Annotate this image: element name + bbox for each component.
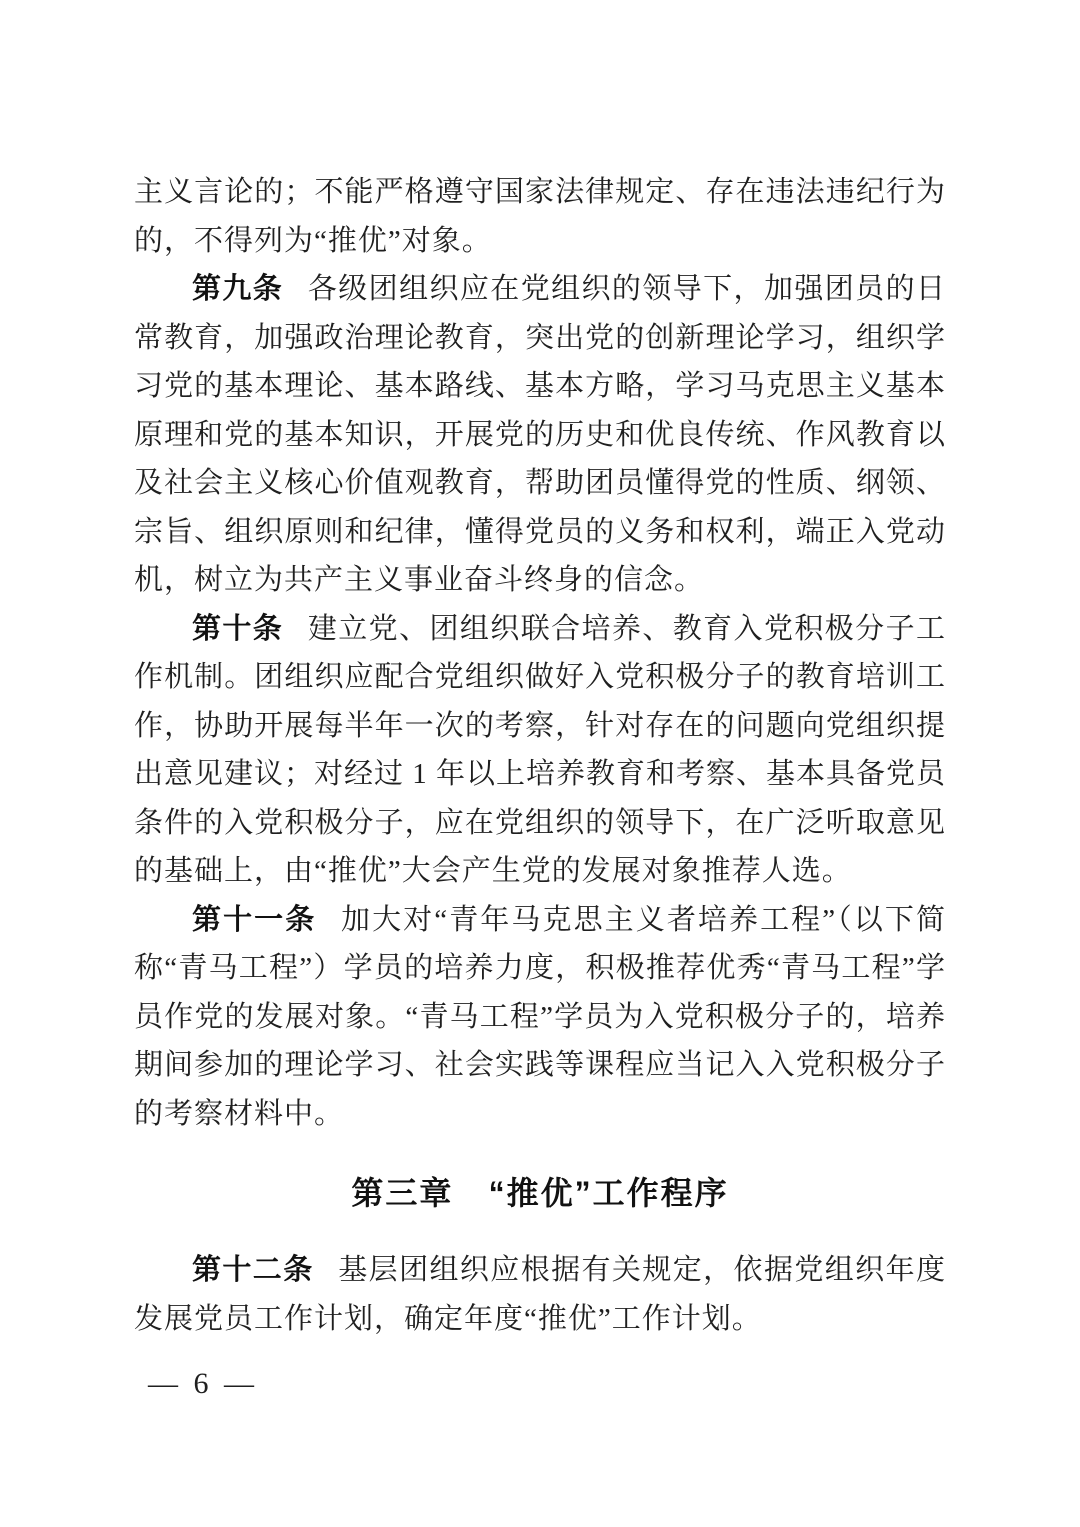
article-9-label: 第九条 [192,273,284,305]
paragraph-continued: 主义言论的；不能严格遵守国家法律规定、存在违法违纪行为的，不得列为“推优”对象。 [134,176,946,257]
document-page [134,168,946,1343]
chapter-title: “推优”工作程序 [488,1175,729,1211]
paragraph-article-11 [134,896,946,1139]
article-11-text: 加大对“青年马克思主义者培养工程”（以下简称“青马工程”）学员的培养力度，积极推荐优秀“青马工程”学员作党的发展对象。“青马工程”学员为入党积极分子的，培养期间参加的理论学习、社会实践等课程应当记入入党积极分子的考察材料中。 [134,903,946,1130]
chapter-number: 第三章 [351,1175,454,1211]
article-10-text: 建立党、团组织联合培养、教育入党积极分子工作机制。团组织应配合党组织做好入党积极分子的教育培训工作，协助开展每半年一次的考察，针对存在的问题向党组织提出意见建议；对经过 1 年以上培养教育和考察、基本具备党员条件的入党积极分子，应在党组织的领导下，在广泛听取意见的基础上，由“推优”大会产生党的发展对象推荐人选。 [134,612,947,887]
page-number: — 6 — [148,1367,258,1400]
chapter-heading [134,1165,946,1221]
article-11-label: 第十一条 [192,903,317,936]
article-12-label: 第十二条 [192,1254,314,1286]
article-12-text: 基层团组织应根据有关规定，依据党组织年度发展党员工作计划，确定年度“推优”工作计划。 [134,1254,946,1335]
paragraph-article-10 [134,605,946,896]
article-9-text: 各级团组织应在党组织的领导下，加强团员的日常教育，加强政治理论教育，突出党的创新理论学习，组织学习党的基本理论、基本路线、基本方略，学习马克思主义基本原理和党的基本知识，开展党的历史和优良传统、作风教育以及社会主义核心价值观教育，帮助团员懂得党的性质、纲领、宗旨、组织原则和纪律，懂得党员的义务和权利，端正入党动机，树立为共产主义事业奋斗终身的信念。 [134,273,946,596]
article-10-label: 第十条 [192,612,284,645]
paragraph-article-9 [134,265,946,605]
paragraph-article-12 [134,1246,946,1343]
